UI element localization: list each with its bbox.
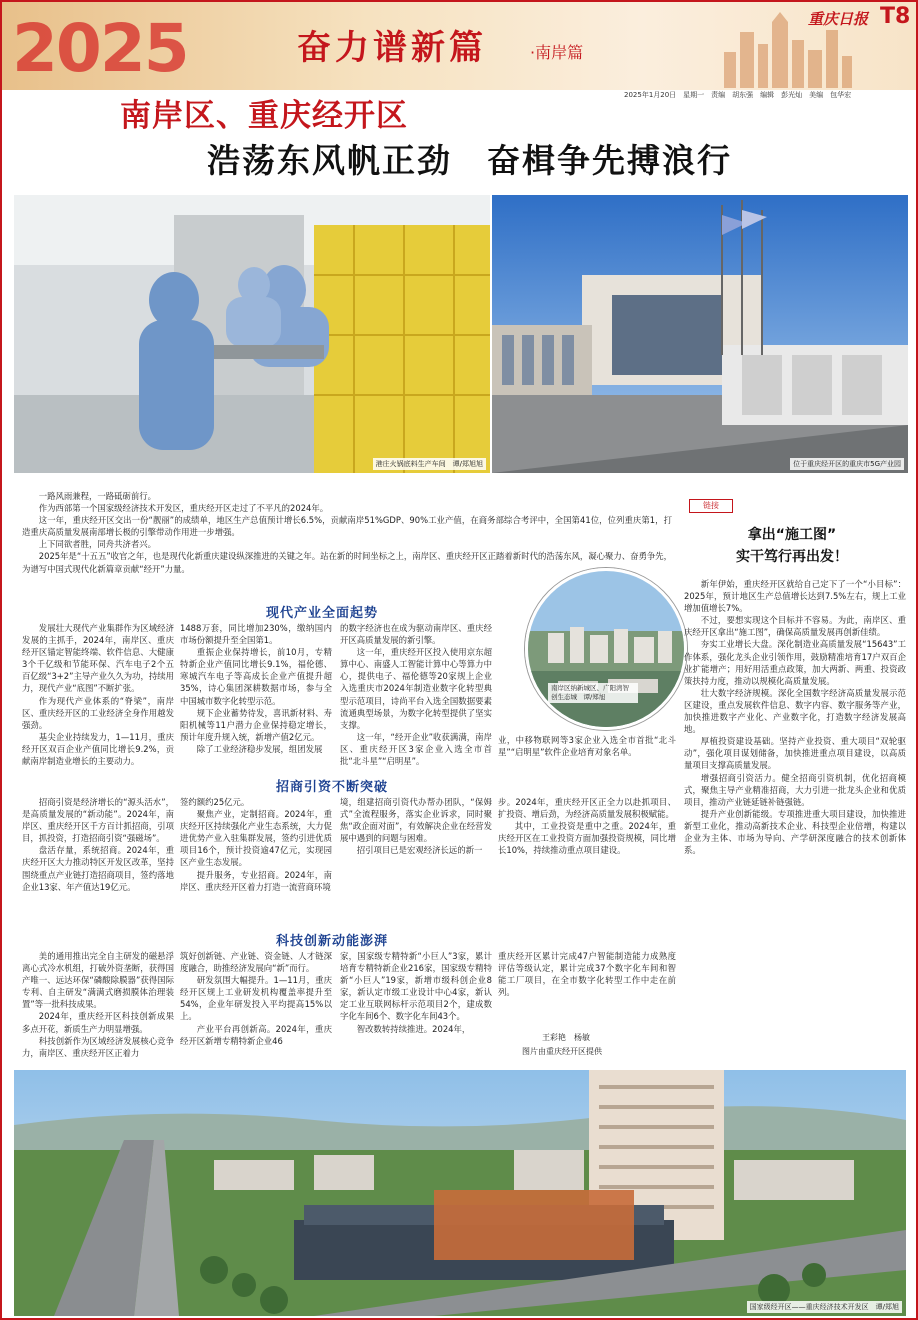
masthead <box>2 2 916 90</box>
paragraph: 重庆经开区累计完成47户智能制造能力成熟度评估等级认定，累计完成37个数字化车间和智能工厂项目，在全市数字化转型工作中走在前列。 <box>498 951 676 998</box>
intro-paragraph: 作为西部第一个国家级经济技术开发区，重庆经开区走过了不平凡的2024年。 <box>38 503 329 514</box>
section3-column-1 <box>22 950 174 1060</box>
caption-photo-3: 南岸区纳新城区、广阳湾智创生态城 谭/郑旭 <box>548 683 638 703</box>
section3-column-2 <box>180 950 332 1060</box>
caption-photo-2: 位于重庆经开区的重庆市5G产业园 <box>790 458 904 470</box>
caption-photo-1: 港庄火锅底料生产车间 谭/郑旭旭 <box>373 458 486 470</box>
masthead-subtitle: ·南岸篇 <box>530 43 584 62</box>
caption-photo-4: 国家级经开区——重庆经济技术开发区 谭/郑旭 <box>747 1301 902 1313</box>
photo-guangyang-bay <box>525 568 687 730</box>
paragraph: 不过，要想实现这个目标并不容易。为此，南岸区、重庆经开区拿出“施工图”，确保高质量发展再创新佳绩。 <box>684 615 906 638</box>
section1-column-1 <box>22 622 174 772</box>
paragraph: 招商引资是经济增长的“源头活水”，是高质量发展的“新动能”。2024年，南岸区、重庆经开区千方百计抓招商，引项目，抓投资，打造招商引资“强磁场”。 <box>22 797 174 844</box>
intro-paragraph: 上下同欲者胜，同舟共济者兴。 <box>38 539 157 550</box>
dateline: 2025年1月20日 星期一 责编 胡东强 编辑 彭光灿 美编 包华宏 <box>624 91 852 99</box>
paragraph: 美的通用推出完全自主研发的磁悬浮离心式冷水机组，打破外资垄断，获得国产唯一、远达环保“磷酸除膜器”获得国际专利、自主研发“满满式磨损膜体治理装置”等一批科技成果。 <box>22 951 174 1010</box>
paragraph: 盘活存量，系统招商。2024年，重庆经开区大力推动特区开发区改革，坚持围绕重点产业链打造招商项目，签约落地企业13家、年产值达19亿元。 <box>22 845 174 892</box>
paragraph: 新年伊始，重庆经开区就给自己定下了一个“小目标”：2025年，预计地区生产总值增长达到7.5%左右，规上工业增加值增长7%。 <box>684 579 906 614</box>
paragraph: 招引项目已是宏观经济长远的新一 <box>356 845 483 856</box>
paragraph: 步。2024年，重庆经开区正全力以赴抓项目、扩投资、增后劲，为经济高质量发展积极赋能。 <box>498 797 676 820</box>
section1-column-2 <box>180 622 332 772</box>
paragraph: 规下企业蓄势待发，喜讯新材料、寿阳机械等11户潜力企业保持稳定增长，预计年度升规入统，新增产值2亿元。 <box>180 707 332 742</box>
section3-column-3 <box>340 950 492 1060</box>
paragraph: 筑好创新链、产业链、资金链、人才链深度融合，助推经济发展向“新”而行。 <box>180 951 332 974</box>
author-credit: 王彩艳 杨敏 <box>542 1033 590 1042</box>
paragraph: 提升产业创新能级。专项推进重大项目建设，加快推进新型工业化，推动高新技术企业、科技型企业倍增，构建以企业为主体、市场为导向、产学研深度融合的技术创新体系。 <box>684 808 906 856</box>
paragraph: 重振企业保持增长，前10月，专精特新企业产值同比增长9.1%，福伦德、寒城汽车电子等高成长企业产值提升超35%，诗心集团深耕数据市场，参与全中国城市数字化转型示范。 <box>180 647 332 706</box>
paragraph: 这一年，重庆经开区投入使用京东超算中心、南盛人工智能计算中心等算力中心，提供电子、福伦德等20家规上企业入选重庆市2024年制造业数字化转型典型示范项目，诗尚平台入选全国数据要素流通典型场景，为数字化转型提供了坚实支撑。 <box>340 647 492 730</box>
economic-zone-aerial-image <box>14 1070 906 1316</box>
paragraph: 厚植投资建设基础。坚持产业投资、重大项目“双轮驱动”，强化项目谋划储备，加快推进重点项目建设，以高质量项目支撑高质量发展。 <box>684 736 906 771</box>
paragraph: 的数字经济也在成为驱动南岸区、重庆经开区高质量发展的新引擎。 <box>340 623 492 646</box>
paragraph: 签约额约25亿元。 <box>180 797 250 807</box>
section-title-modern-industry: 现代产业全面起势 <box>265 606 378 621</box>
paragraph: 研发氛围大幅提升。1—11月，重庆经开区规上工业研发机构覆盖率提升至54%，企业年研发投入平均提高15%以上。 <box>180 975 332 1022</box>
paragraph: 家，国家级专精特新“小巨人”3家，累计培育专精特新企业216家，国家级专精特新“小巨人”19家，新增市级科创企业8家，新认定市级工业设计中心4家，新认定工业互联网标杆示范项目2个，建成数字化车间6个、数字化车间43个。 <box>340 951 492 1022</box>
paragraph: 壮大数字经济规模。深化全国数字经济高质量发展示范区建设，重点发展软件信息、数字内容、数字服务等产业，加快推进数字产业化、产业数字化，打造数字经济发展高地。 <box>684 687 906 735</box>
production-workshop-image <box>14 195 490 473</box>
sidebar-text <box>684 578 906 1062</box>
masthead-title: 奋力谱新篇 <box>297 28 487 68</box>
photo-economic-zone-aerial <box>14 1070 906 1316</box>
section-title-innovation: 科技创新动能澎湃 <box>275 934 388 949</box>
photo-5g-industrial-park <box>492 195 908 473</box>
section2-column-1 <box>22 796 174 908</box>
headline-primary: 南岸区、重庆经开区 <box>120 98 408 134</box>
paragraph: 业，中移物联网等3家企业入选全市首批“北斗星”“启明星”软件企业培育对象名单。 <box>498 735 676 758</box>
paragraph: 2024年，重庆经开区科技创新成果多点开花，新质生产力明显增强。 <box>22 1011 174 1034</box>
paragraph: 发展壮大现代产业集群作为区域经济发展的主抓手，2024年，南岸区、重庆经开区锚定智能终端、软件信息、大健康3个千亿级和节能环保、汽车电子2个五百亿级“3+2”主导产业久久为功，持续用力，现代产业“底图”不断扩张。 <box>22 623 174 694</box>
section1-column-4 <box>498 734 676 772</box>
paragraph: 提升服务，专业招商。2024年，南岸区、重庆经开区着力打造一流营商环境 <box>180 869 332 892</box>
section2-column-4 <box>498 796 676 908</box>
section2-column-3 <box>340 796 492 908</box>
sidebar-title-line-1: 拿出“施工图” <box>747 527 837 543</box>
paragraph: 其中，工业投资是重中之重。2024年，重庆经开区在工业投资方面加强投资规模，同比增长10%，持续推动重点项目建设。 <box>498 821 676 856</box>
photo-production-workshop <box>14 195 490 473</box>
paragraph: 这一年，“经开企业”收获满满，南岸区、重庆经开区3家企业入选全市首批“北斗星”“启明星”。 <box>340 731 492 767</box>
headline-secondary: 浩荡东风帆正劲 奋楫争先搏浪行 <box>207 141 732 180</box>
paragraph: 智改数转持续推进。2024年， <box>356 1023 471 1034</box>
sidebar-title-line-2: 实干笃行再出发！ <box>736 549 848 565</box>
section3-column-4 <box>498 950 676 1020</box>
newspaper-logo: 重庆日报 <box>808 10 869 28</box>
intro-paragraph: 2025年是“十五五”收官之年，也是现代化新重庆建设纵深推进的关键之年。站在新的时间坐标之上，南岸区、重庆经开区正踏着新时代的浩荡东风，凝心聚力、奋勇争先，为谱写中国式现代化新篇章贡献“经开”力量。 <box>22 551 672 574</box>
section-title-investment: 招商引资不断突破 <box>275 780 388 795</box>
paragraph: 增强招商引资活力。健全招商引资机制，优化招商模式，聚焦主导产业精准招商，大力引进一批龙头企业和优质项目，推动产业链延链补链强链。 <box>684 772 906 807</box>
intro-paragraph: 一路风雨兼程，一路砥砺前行。 <box>38 491 157 501</box>
paragraph: 基尖企业持续发力，1—11月，重庆经开区双百企业产值同比增长9.2%，贡献南岸制造业增长的主要动力。 <box>22 731 174 767</box>
section2-column-2 <box>180 796 332 908</box>
paragraph: 科技创新作为区域经济发展核心竞争力，南岸区、重庆经开区正着力 <box>22 1035 174 1058</box>
paragraph: 产业平台再创新高。2024年，重庆经开区新增专精特新企业46 <box>180 1023 332 1046</box>
intro-paragraph: 这一年，重庆经开区交出一份“靓丽”的成绩单，地区生产总值预计增长6.5%，贡献南岸51%GDP、90%工业产值，在商务部综合考评中，全国第41位，位列重庆第1，打造重庆高质量发展南部增长极的引擎带动作用进一步增强。 <box>22 515 672 538</box>
industrial-park-image <box>492 195 908 473</box>
page-number: T8 <box>880 4 911 29</box>
paragraph: 境，组建招商引资代办帮办团队，“保姆式”全流程服务，落实企业诉求，同时聚焦“政企面对面”，有效解决企业在经营发展中遇到的问题与困难。 <box>340 797 492 844</box>
masthead-year: 2025 <box>12 10 188 87</box>
paragraph: 1488万套，同比增加230%，缴纳国内市场份额提升至全国第1。 <box>180 623 332 646</box>
paragraph: 夯实工业增长大盘。深化制造业高质量发展“15643”工作体系，强化龙头企业引领作用，鼓励精准培育17户双百企业扩能增产；用好用活重点政策，加大两新、两重、投资政策扶持力度，推动以规模化高质量发展。 <box>684 639 906 686</box>
sidebar-tag: 链接 <box>689 499 733 513</box>
paragraph: 聚焦产业，定制招商。2024年，重庆经开区持续强化产业生态系统，大力促进优势产业入驻集群发展，签约引进优质项目16个，预计投资逾47亿元，实现园区产业生态发展。 <box>180 809 332 868</box>
city-aerial-image <box>528 571 687 730</box>
photo-credit: 图片由重庆经开区提供 <box>522 1047 602 1056</box>
section1-column-3 <box>340 622 492 772</box>
paragraph: 除了工业经济稳步发展，组团发展 <box>196 743 323 754</box>
intro-text <box>22 490 672 580</box>
paragraph: 作为现代产业体系的“脊梁”，南岸区、重庆经开区的工业经济全身作用越发强劲。 <box>22 695 174 730</box>
